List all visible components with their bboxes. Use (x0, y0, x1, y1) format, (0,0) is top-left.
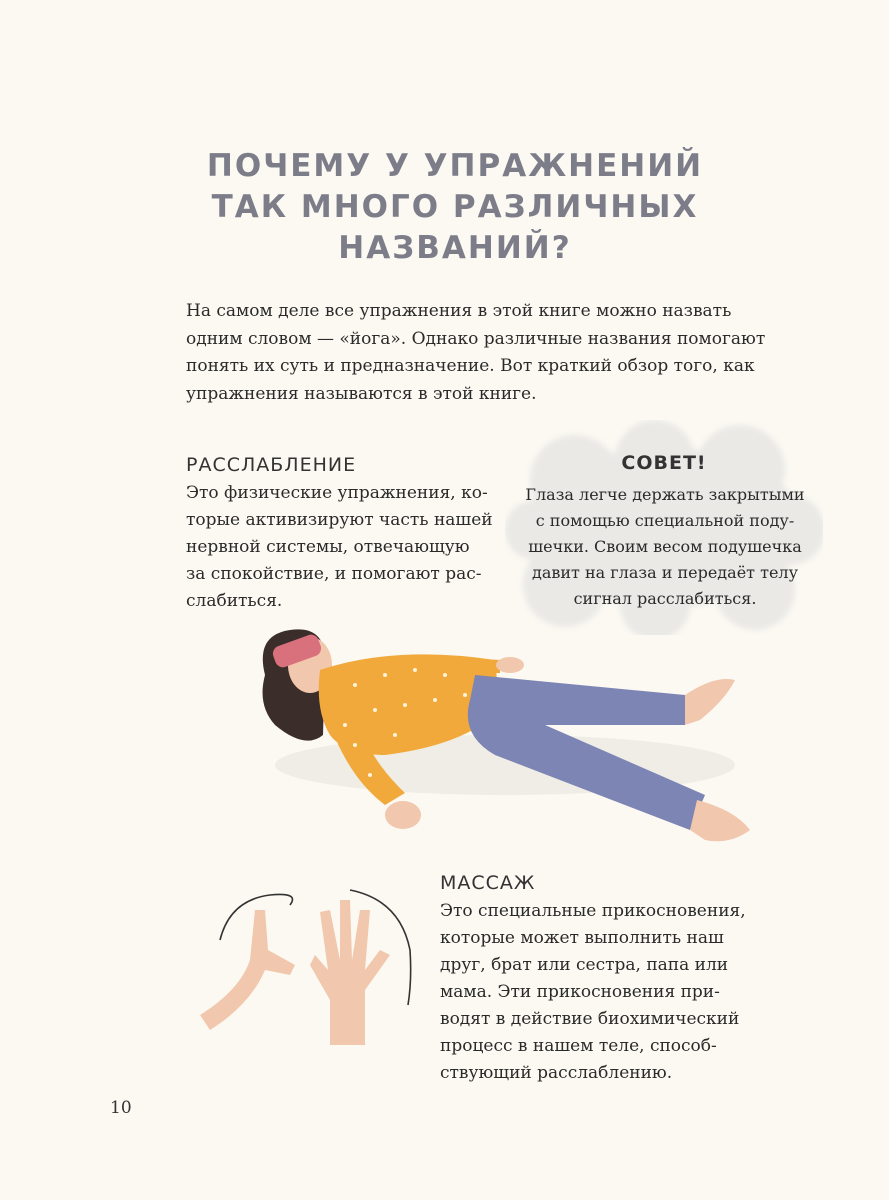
intro-line: одним словом — «йога». Однако различные названия помогают (186, 328, 766, 349)
tip-line: Глаза легче держать закрытыми (525, 485, 805, 504)
intro-line: На самом деле все упражнения в этой книге можно назвать (186, 301, 732, 321)
massage-heading: МАССАЖ (440, 872, 536, 894)
page-title (150, 146, 760, 269)
page-number: 10 (110, 1098, 132, 1118)
title-line: НАЗВАНИЙ? (338, 230, 572, 266)
relaxation-line: торые активизируют часть нашей (186, 510, 493, 530)
massage-line: процесс в нашем теле, способ- (440, 1036, 717, 1056)
hand (385, 801, 421, 829)
relaxation-text (186, 480, 493, 615)
massage-line: водят в действие биохимический (440, 1009, 740, 1029)
title-line: ТАК МНОГО РАЗЛИЧНЫХ (211, 189, 699, 225)
tip-line: шечки. Своим весом подушечка (528, 537, 802, 556)
massage-line: друг, брат или сестра, папа или (440, 955, 729, 975)
massage-hands-illustration (180, 880, 430, 1050)
massage-line: Это специальные прикосновения, (440, 901, 746, 921)
sweater-arm-upper (445, 657, 500, 675)
tip-line: давит на глаза и передаёт телу (531, 563, 798, 582)
intro-line: понять их суть и предназначение. Вот краткий обзор того, как (186, 356, 755, 376)
intro-paragraph (186, 298, 766, 408)
relaxation-heading: РАССЛАБЛЕНИЕ (186, 454, 357, 476)
tip-heading: СОВЕТ! (621, 452, 707, 474)
hand-upper (496, 657, 524, 673)
foot-upper (685, 679, 735, 725)
tip-text (520, 482, 810, 612)
tip-line: сигнал расслабиться. (573, 589, 757, 608)
title-line: ПОЧЕМУ У УПРАЖНЕНИЙ (206, 148, 704, 184)
relaxation-line: слабиться. (186, 591, 283, 611)
relaxation-line: Это физические упражнения, ко- (186, 483, 488, 503)
intro-line: упражнения называются в этой книге. (186, 383, 537, 404)
relaxation-line: нервной системы, отвечающую (186, 537, 470, 557)
hand-right (310, 900, 390, 1045)
massage-line: ствующий расслаблению. (440, 1063, 673, 1083)
massage-line: которые может выполнить наш (440, 928, 724, 948)
massage-line: мама. Эти прикосновения при- (440, 982, 720, 1002)
child-lying-illustration (245, 615, 765, 860)
foot-lower (690, 800, 750, 841)
massage-text (440, 898, 746, 1087)
tip-line: с помощью специальной поду- (535, 511, 795, 530)
relaxation-line: за спокойствие, и помогают рас- (186, 564, 482, 584)
hand-left (200, 910, 295, 1030)
